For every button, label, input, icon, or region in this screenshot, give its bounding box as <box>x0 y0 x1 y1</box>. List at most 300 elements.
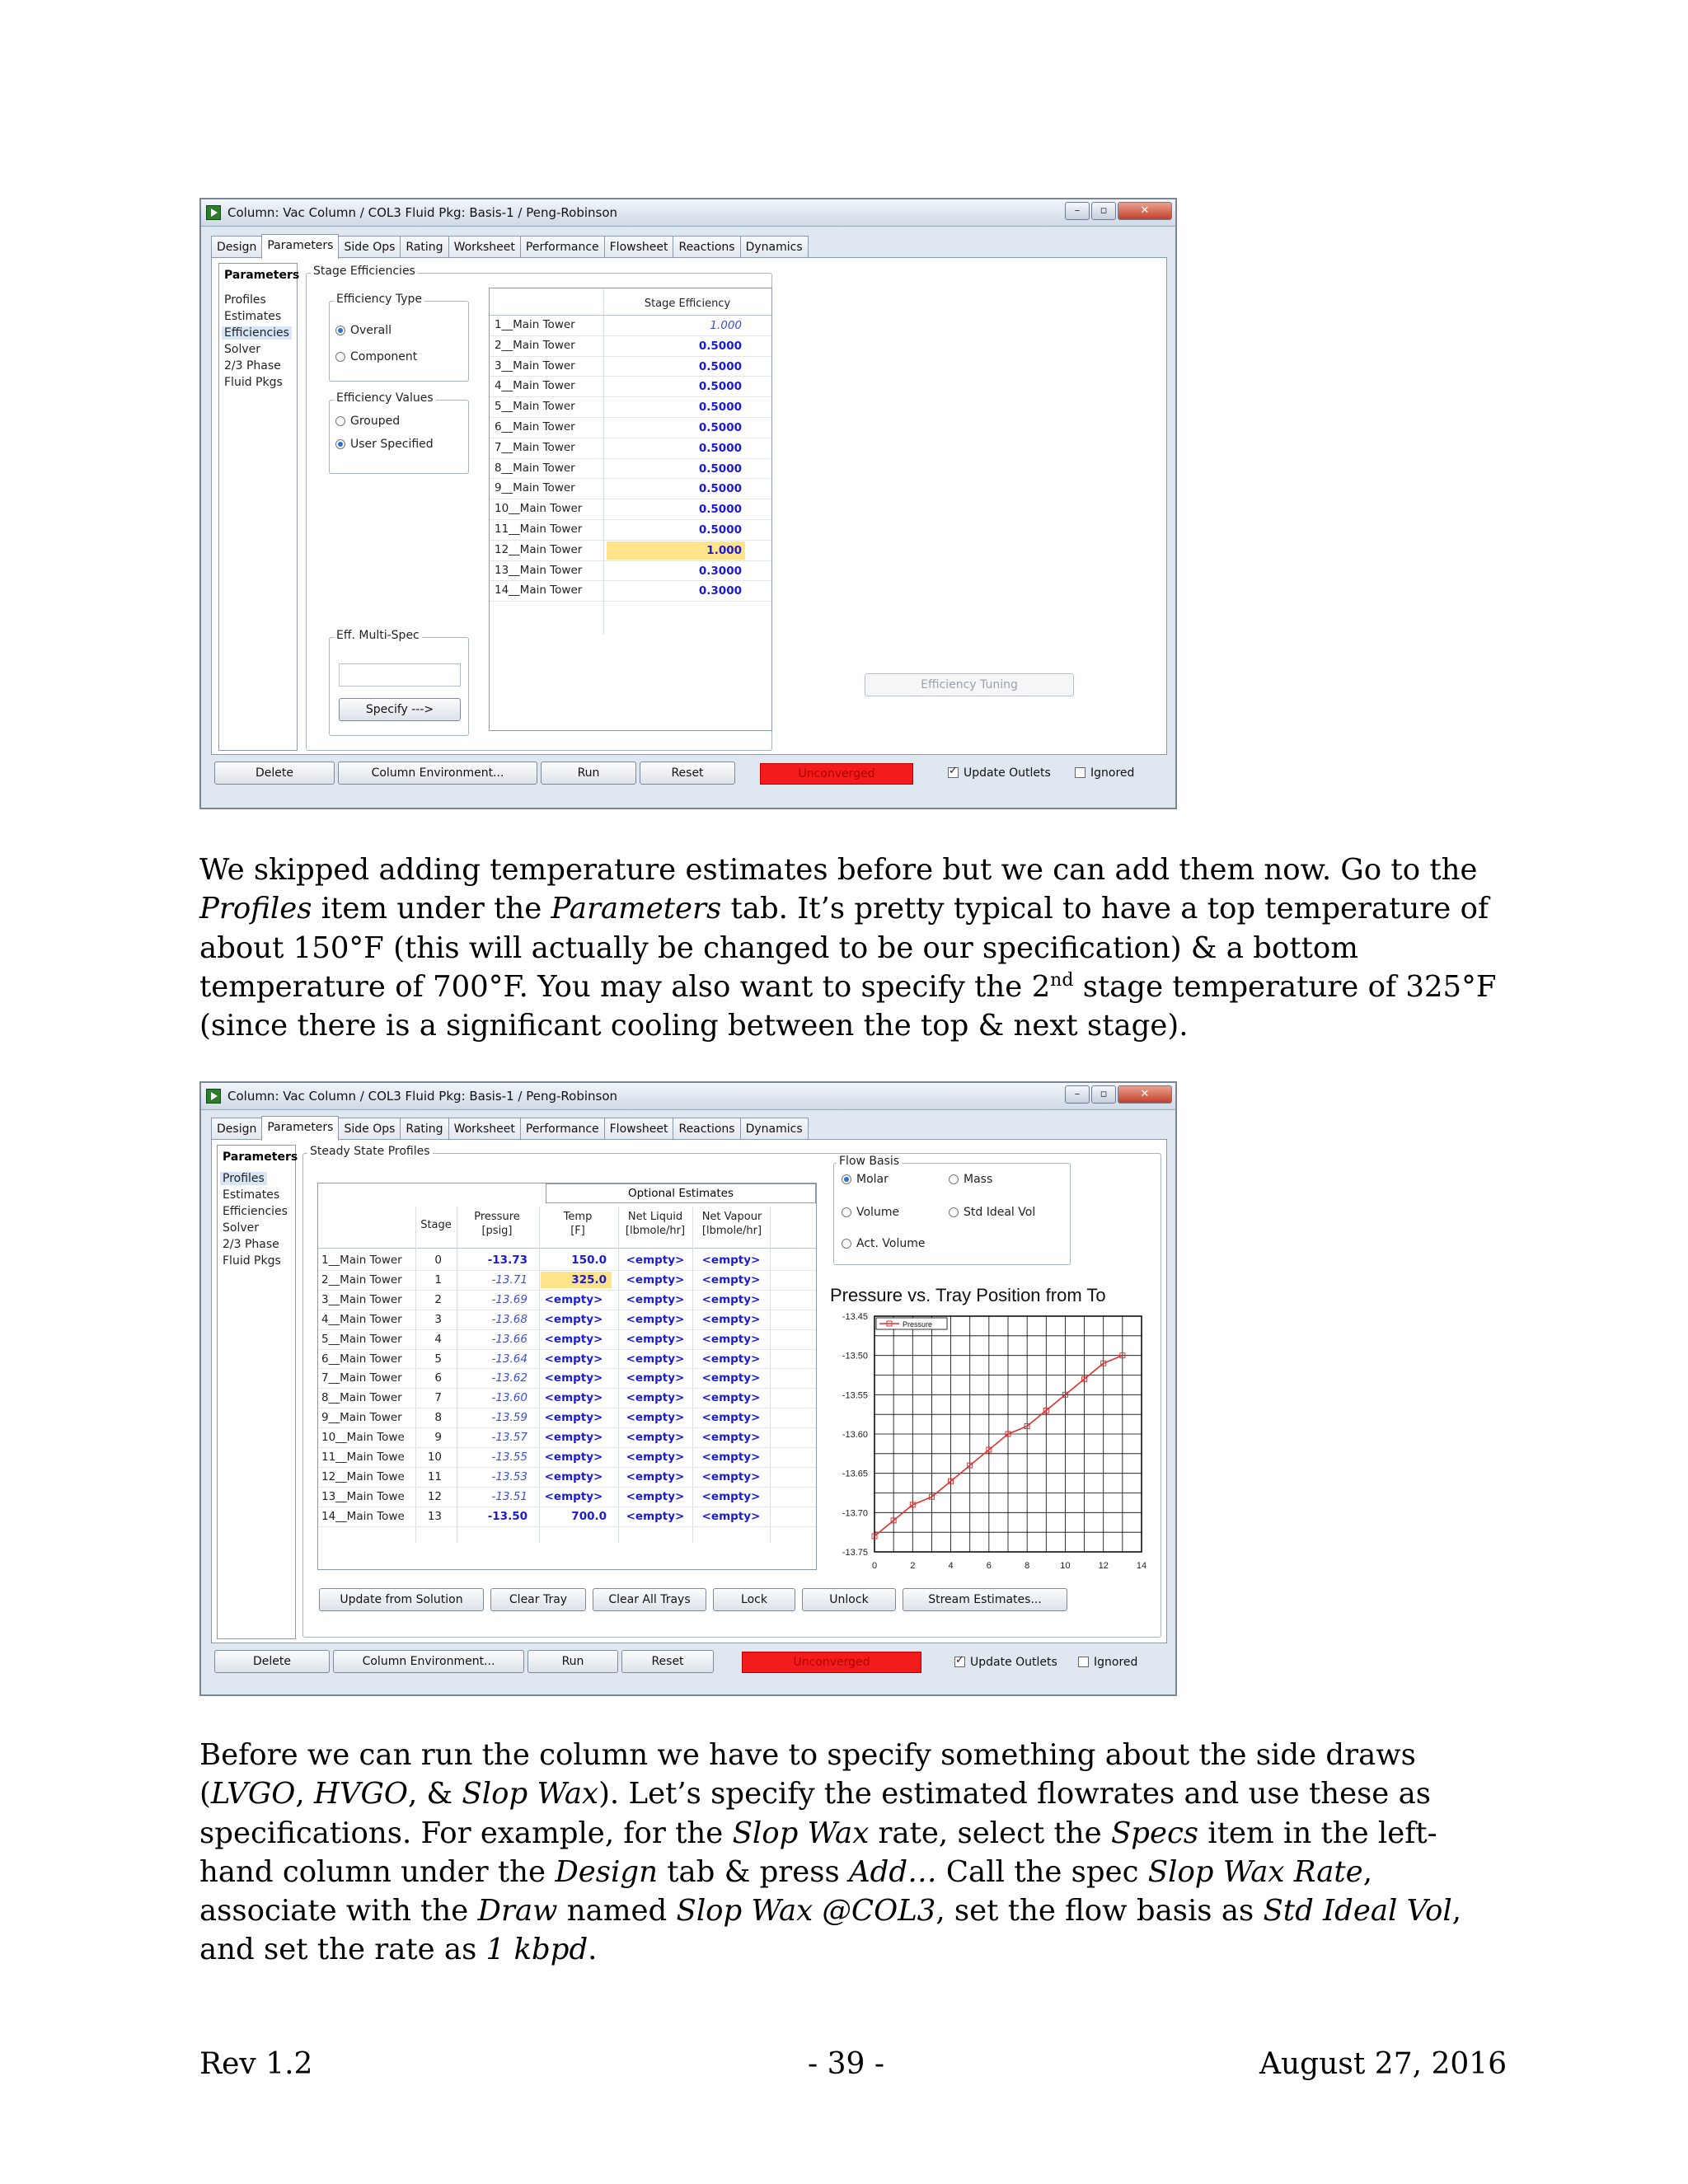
row-name-cell: 7__Main Tower <box>321 1371 402 1385</box>
app-icon <box>206 205 221 220</box>
pressure-cell[interactable]: -13.62 <box>491 1371 528 1385</box>
close-icon[interactable]: ✕ <box>1118 202 1172 220</box>
stage-efficiency-cell[interactable]: 0.5000 <box>698 339 742 353</box>
stage-efficiency-cell[interactable]: 0.5000 <box>698 359 742 373</box>
nav-item-efficiencies[interactable]: Efficiencies <box>223 1205 288 1218</box>
net-vapour-cell[interactable]: <empty> <box>701 1489 761 1503</box>
net-vapour-cell[interactable]: <empty> <box>701 1411 761 1425</box>
paragraph-side-draws <box>199 1736 1510 1970</box>
row-name-cell: 13__Main Towe <box>321 1489 405 1503</box>
temp-cell[interactable]: 325.0 <box>541 1272 612 1288</box>
temp-cell[interactable]: 700.0 <box>571 1509 607 1523</box>
stage-efficiency-cell[interactable]: 1.000 <box>710 319 742 332</box>
row-name-cell: 4__Main Tower <box>321 1312 402 1326</box>
radio-user-specified[interactable] <box>335 438 434 451</box>
stage-name: 12__Main Tower <box>495 542 583 556</box>
stage-cell: 8 <box>434 1411 442 1425</box>
net-liquid-cell[interactable]: <empty> <box>626 1352 685 1366</box>
text-run: Slop Wax <box>732 1816 870 1850</box>
net-vapour-cell[interactable]: <empty> <box>701 1312 761 1326</box>
row-name-cell: 9__Main Tower <box>321 1411 402 1425</box>
table-divider <box>318 1248 816 1249</box>
pressure-cell[interactable]: -13.66 <box>491 1332 528 1346</box>
minimize-icon[interactable]: – <box>1065 1085 1090 1104</box>
checkbox-label: Update Outlets <box>970 1656 1057 1669</box>
nav-item-profiles[interactable]: Profiles <box>224 293 266 307</box>
tab-performance[interactable]: Performance <box>520 1118 605 1140</box>
net-vapour-cell[interactable]: <empty> <box>701 1509 761 1523</box>
net-liquid-cell[interactable]: <empty> <box>626 1254 685 1267</box>
row-name-cell: 5__Main Tower <box>321 1332 402 1346</box>
maximize-icon[interactable]: ▫ <box>1091 1085 1116 1104</box>
parameters-nav <box>218 263 298 751</box>
legend-label: Pressure <box>903 1320 933 1329</box>
text-run: , associate with the <box>199 1854 1372 1929</box>
radio-dot <box>842 1207 851 1217</box>
radio-dot <box>335 416 345 426</box>
stage-efficiency-cell[interactable]: 0.5000 <box>698 503 742 517</box>
net-liquid-cell[interactable]: <empty> <box>626 1292 685 1306</box>
pressure-cell[interactable]: -13.59 <box>491 1411 528 1425</box>
row-divider <box>318 1467 816 1468</box>
stage-efficiency-cell[interactable]: 0.5000 <box>698 462 742 476</box>
stage-name: 6__Main Tower <box>495 420 575 434</box>
y-tick-label: -13.65 <box>842 1469 868 1479</box>
x-tick-label: 2 <box>910 1561 916 1571</box>
checkbox-label: Ignored <box>1094 1656 1138 1669</box>
stage-name: 4__Main Tower <box>495 379 575 393</box>
table-divider <box>603 288 604 635</box>
stage-cell: 9 <box>434 1431 442 1445</box>
table-divider <box>770 1207 771 1543</box>
row-name-cell: 10__Main Towe <box>321 1431 405 1445</box>
radio-molar[interactable] <box>842 1173 889 1186</box>
stage-name: 5__Main Tower <box>495 400 575 414</box>
maximize-icon[interactable]: ▫ <box>1091 202 1116 220</box>
text-run: item under the <box>312 892 551 926</box>
nav-item-2-3-phase[interactable]: 2/3 Phase <box>223 1238 279 1251</box>
pressure-cell[interactable]: -13.53 <box>491 1469 528 1483</box>
reset-button[interactable]: Reset <box>621 1650 714 1673</box>
row-divider <box>490 580 771 581</box>
multi-spec-group <box>329 637 469 736</box>
tab-design[interactable]: Design <box>211 1118 262 1140</box>
x-tick-label: 8 <box>1025 1561 1030 1571</box>
stage-cell: 12 <box>427 1489 442 1503</box>
row-divider <box>490 560 771 561</box>
y-tick-label: -13.50 <box>842 1351 868 1361</box>
footer-date: August 27, 2016 <box>1259 2047 1507 2081</box>
tab-dynamics[interactable]: Dynamics <box>740 236 809 258</box>
row-divider <box>318 1427 816 1428</box>
radio-dot <box>842 1239 851 1249</box>
stage-cell: 10 <box>427 1451 442 1464</box>
stage-efficiency-cell[interactable]: 0.5000 <box>698 441 742 455</box>
app-icon <box>206 1089 221 1104</box>
pressure-cell[interactable]: -13.69 <box>491 1292 528 1306</box>
checkbox-box <box>1078 1657 1089 1667</box>
text-run: We skipped adding temperature estimates before but we can add them now. Go to the <box>199 853 1478 887</box>
table-divider <box>692 1207 693 1543</box>
radio-overall[interactable] <box>335 324 392 337</box>
nav-item-fluid-pkgs[interactable]: Fluid Pkgs <box>224 376 283 389</box>
tab-worksheet[interactable]: Worksheet <box>448 1118 521 1140</box>
net-vapour-cell[interactable]: <empty> <box>701 1332 761 1346</box>
net-liquid-cell[interactable]: <empty> <box>626 1312 685 1326</box>
temp-cell[interactable]: <empty> <box>544 1312 603 1326</box>
minimize-icon[interactable]: – <box>1065 202 1090 220</box>
radio-label: Overall <box>350 324 392 337</box>
tab-strip <box>211 234 808 257</box>
stage-efficiency-cell[interactable]: 0.5000 <box>698 421 742 434</box>
tab-reactions[interactable]: Reactions <box>673 1118 740 1140</box>
temp-cell[interactable]: <empty> <box>544 1371 603 1385</box>
title-bar <box>201 1083 1175 1110</box>
pressure-cell[interactable]: -13.68 <box>491 1312 528 1326</box>
stage-cell: 0 <box>434 1254 442 1267</box>
efficiency-tuning-button[interactable]: Efficiency Tuning <box>865 673 1074 696</box>
nav-title: Parameters <box>224 269 300 282</box>
net-vapour-cell[interactable]: <empty> <box>701 1371 761 1385</box>
parameters-nav <box>217 1145 296 1639</box>
net-liquid-cell[interactable]: <empty> <box>626 1489 685 1503</box>
column-header-temp: Temp [F] <box>563 1211 593 1237</box>
stage-efficiency-cell[interactable]: 0.5000 <box>698 523 742 537</box>
parameters-panel <box>211 257 1167 755</box>
temp-cell[interactable]: 150.0 <box>571 1254 607 1267</box>
x-tick-label: 4 <box>948 1561 954 1571</box>
stage-efficiency-table <box>489 288 772 731</box>
text-run: nd <box>1050 970 1074 991</box>
run-button[interactable]: Run <box>528 1650 618 1673</box>
stage-efficiency-cell[interactable]: 1.000 <box>607 541 745 560</box>
title-bar <box>201 199 1175 227</box>
temp-cell[interactable]: <empty> <box>544 1469 603 1483</box>
tab-flowsheet[interactable]: Flowsheet <box>604 1118 674 1140</box>
row-name-cell: 8__Main Tower <box>321 1391 402 1405</box>
profiles-window <box>199 1081 1177 1696</box>
table-divider <box>539 1207 540 1543</box>
stage-cell: 4 <box>434 1332 442 1346</box>
text-run: . <box>588 1933 598 1967</box>
update-from-solution-button[interactable]: Update from Solution <box>319 1588 484 1611</box>
column-header-stage: Stage <box>420 1219 452 1231</box>
tab-reactions[interactable]: Reactions <box>673 236 740 258</box>
net-vapour-cell[interactable]: <empty> <box>701 1272 761 1286</box>
row-divider <box>490 519 771 520</box>
radio-dot <box>842 1174 851 1184</box>
text-run: tab & press <box>657 1854 850 1889</box>
net-liquid-cell[interactable]: <empty> <box>626 1431 685 1445</box>
stage-name: 1__Main Tower <box>495 318 575 331</box>
row-divider <box>318 1368 816 1369</box>
net-liquid-cell[interactable]: <empty> <box>626 1509 685 1523</box>
radio-label: Volume <box>856 1206 900 1219</box>
efficiency-type-group <box>329 301 469 382</box>
radio-label: Grouped <box>350 415 401 428</box>
profiles-table <box>317 1183 817 1570</box>
pressure-cell[interactable]: -13.57 <box>491 1431 528 1445</box>
radio-label: Mass <box>964 1173 993 1186</box>
delete-button[interactable]: Delete <box>214 1650 330 1673</box>
text-run: Slop Wax <box>462 1777 599 1811</box>
stage-name: 10__Main Tower <box>495 502 583 516</box>
column-environment-button[interactable]: Column Environment... <box>333 1650 524 1673</box>
multi-spec-input[interactable] <box>339 663 461 687</box>
status-bar: Unconverged <box>742 1652 921 1673</box>
temp-cell[interactable]: <empty> <box>544 1411 603 1425</box>
nav-item-solver[interactable]: Solver <box>223 1221 259 1235</box>
stage-cell: 5 <box>434 1352 442 1366</box>
temp-cell[interactable]: <empty> <box>544 1391 603 1405</box>
close-icon[interactable]: ✕ <box>1118 1085 1172 1104</box>
radio-dot <box>335 326 345 335</box>
row-divider <box>318 1290 816 1291</box>
column-environment-button[interactable]: Column Environment... <box>338 762 537 785</box>
run-button[interactable]: Run <box>541 762 636 785</box>
y-tick-label: -13.70 <box>842 1508 868 1519</box>
row-divider <box>490 376 771 377</box>
tab-side-ops[interactable]: Side Ops <box>338 1118 401 1140</box>
text-run: Design <box>555 1854 658 1889</box>
radio-dot <box>335 439 345 449</box>
net-liquid-cell[interactable]: <empty> <box>626 1411 685 1425</box>
row-divider <box>490 417 771 418</box>
row-divider <box>318 1270 816 1271</box>
stage-name: 2__Main Tower <box>495 338 575 352</box>
stream-estimates-button[interactable]: Stream Estimates... <box>903 1588 1067 1611</box>
net-liquid-cell[interactable]: <empty> <box>626 1391 685 1405</box>
stage-cell: 7 <box>434 1391 442 1405</box>
row-divider <box>490 478 771 479</box>
checkbox-box <box>954 1657 965 1667</box>
text-run: Draw <box>477 1894 558 1929</box>
radio-act-volume[interactable] <box>842 1237 926 1250</box>
row-divider <box>490 540 771 541</box>
stage-cell: 13 <box>427 1509 442 1523</box>
text-run: 1 kbpd <box>485 1933 588 1967</box>
tab-side-ops[interactable]: Side Ops <box>338 236 401 258</box>
stage-name: 3__Main Tower <box>495 359 575 373</box>
stage-name: 11__Main Tower <box>495 523 583 536</box>
row-divider <box>490 356 771 357</box>
column-header-net-vapour: Net Vapour [lbmole/hr] <box>701 1211 762 1237</box>
x-tick-label: 12 <box>1098 1561 1109 1571</box>
temp-cell[interactable]: <empty> <box>544 1352 603 1366</box>
text-run: Before we can run the column we have to specify something about the side draws ( <box>199 1738 1416 1811</box>
stage-efficiency-cell[interactable]: 0.5000 <box>698 401 742 415</box>
tab-strip <box>211 1116 808 1139</box>
chart-title: Pressure vs. Tray Position from To <box>830 1285 1106 1305</box>
text-run: , & <box>407 1777 462 1811</box>
temp-cell[interactable]: <empty> <box>544 1489 603 1503</box>
flow-basis-label: Flow Basis <box>837 1155 902 1168</box>
radio-grouped[interactable] <box>335 415 400 428</box>
y-tick-label: -13.55 <box>842 1390 868 1401</box>
row-divider <box>318 1329 816 1330</box>
text-run: , <box>295 1777 314 1811</box>
tab-flowsheet[interactable]: Flowsheet <box>604 236 674 258</box>
stage-cell: 6 <box>434 1371 442 1385</box>
row-divider <box>318 1487 816 1488</box>
window-title: Column: Vac Column / COL3 Fluid Pkg: Basis-1 / Peng-Robinson <box>227 205 618 220</box>
temp-cell[interactable]: <empty> <box>544 1292 603 1306</box>
row-name-cell: 11__Main Towe <box>321 1451 405 1464</box>
temp-cell[interactable]: <empty> <box>544 1431 603 1445</box>
status-bar: Unconverged <box>760 763 913 785</box>
stage-cell: 2 <box>434 1292 442 1306</box>
nav-title: Parameters <box>223 1151 298 1164</box>
window-title: Column: Vac Column / COL3 Fluid Pkg: Basis-1 / Peng-Robinson <box>227 1089 618 1104</box>
nav-item-2-3-phase[interactable]: 2/3 Phase <box>224 359 281 373</box>
stage-efficiency-cell[interactable]: 0.5000 <box>698 482 742 496</box>
clear-tray-button[interactable]: Clear Tray <box>490 1588 586 1611</box>
stage-name: 9__Main Tower <box>495 481 575 495</box>
efficiency-type-label: Efficiency Type <box>334 293 424 306</box>
text-run: Add… <box>849 1854 937 1889</box>
text-run: Slop Wax @COL3 <box>676 1894 936 1929</box>
multi-spec-label: Eff. Multi-Spec <box>334 629 422 642</box>
nav-item-fluid-pkgs[interactable]: Fluid Pkgs <box>223 1254 281 1268</box>
temp-cell[interactable]: <empty> <box>544 1332 603 1346</box>
parameters-panel <box>211 1139 1167 1643</box>
tab-rating[interactable]: Rating <box>400 236 448 258</box>
stage-name: 13__Main Tower <box>495 563 583 577</box>
specify-button[interactable]: Specify ---> <box>339 698 461 721</box>
stage-cell: 11 <box>427 1469 442 1483</box>
net-vapour-cell[interactable]: <empty> <box>701 1352 761 1366</box>
column-header-stage-efficiency: Stage Efficiency <box>644 298 731 310</box>
radio-std-ideal-vol[interactable] <box>949 1206 1035 1219</box>
text-run: Call the spec <box>936 1854 1148 1889</box>
ignored-checkbox[interactable] <box>1075 766 1134 780</box>
radio-label: Component <box>350 350 418 363</box>
text-run: Std Ideal Vol <box>1263 1894 1452 1929</box>
text-run: LVGO <box>210 1777 296 1811</box>
radio-component[interactable] <box>335 350 417 363</box>
row-divider <box>490 335 771 336</box>
net-vapour-cell[interactable]: <empty> <box>701 1469 761 1483</box>
pressure-cell[interactable]: -13.50 <box>487 1509 528 1523</box>
nav-item-efficiencies[interactable]: Efficiencies <box>222 326 292 340</box>
net-vapour-cell[interactable]: <empty> <box>701 1391 761 1405</box>
tab-parameters[interactable]: Parameters <box>261 1116 339 1141</box>
row-name-cell: 14__Main Towe <box>321 1509 405 1523</box>
tab-parameters[interactable]: Parameters <box>261 234 339 259</box>
nav-item-solver[interactable]: Solver <box>224 343 260 356</box>
stage-efficiency-cell[interactable]: 0.5000 <box>698 380 742 394</box>
stage-cell: 3 <box>434 1312 442 1326</box>
nav-item-estimates[interactable]: Estimates <box>223 1188 280 1202</box>
radio-dot <box>335 352 345 362</box>
pressure-cell[interactable]: -13.71 <box>491 1272 528 1286</box>
pressure-cell[interactable]: -13.51 <box>491 1489 528 1503</box>
row-divider <box>318 1349 816 1350</box>
pressure-cell[interactable]: -13.64 <box>491 1352 528 1366</box>
net-liquid-cell[interactable]: <empty> <box>626 1469 685 1483</box>
text-run: item in the left-hand column under the <box>199 1816 1437 1889</box>
row-name-cell: 2__Main Tower <box>321 1272 402 1286</box>
delete-button[interactable]: Delete <box>214 762 335 785</box>
nav-item-estimates[interactable]: Estimates <box>224 310 282 323</box>
net-vapour-cell[interactable]: <empty> <box>701 1292 761 1306</box>
efficiency-values-label: Efficiency Values <box>334 391 436 405</box>
tab-worksheet[interactable]: Worksheet <box>448 236 521 258</box>
update-outlets-checkbox[interactable] <box>948 766 1051 780</box>
radio-dot <box>949 1174 959 1184</box>
pressure-cell[interactable]: -13.60 <box>491 1391 528 1405</box>
net-vapour-cell[interactable]: <empty> <box>701 1451 761 1464</box>
pressure-cell[interactable]: -13.55 <box>491 1451 528 1464</box>
ignored-checkbox[interactable] <box>1078 1656 1137 1669</box>
row-name-cell: 12__Main Towe <box>321 1469 405 1483</box>
checkbox-label: Ignored <box>1090 766 1135 780</box>
lock-button[interactable]: Lock <box>713 1588 795 1611</box>
row-divider <box>318 1388 816 1389</box>
y-tick-label: -13.75 <box>842 1548 868 1558</box>
tab-dynamics[interactable]: Dynamics <box>740 1118 809 1140</box>
pressure-cell[interactable]: -13.73 <box>487 1254 528 1267</box>
stage-efficiency-cell[interactable]: 0.3000 <box>698 564 742 578</box>
checkbox-label: Update Outlets <box>964 766 1051 780</box>
nav-item-profiles[interactable]: Profiles <box>220 1172 267 1185</box>
reset-button[interactable]: Reset <box>640 762 735 785</box>
x-tick-label: 0 <box>871 1561 878 1571</box>
radio-label: Act. Volume <box>856 1237 926 1250</box>
tab-design[interactable]: Design <box>211 236 262 258</box>
update-outlets-checkbox[interactable] <box>954 1656 1057 1669</box>
tab-performance[interactable]: Performance <box>520 236 605 258</box>
pressure-chart <box>827 1283 1156 1588</box>
efficiencies-window <box>199 198 1177 809</box>
tab-rating[interactable]: Rating <box>400 1118 448 1140</box>
clear-all-trays-button[interactable]: Clear All Trays <box>593 1588 706 1611</box>
radio-label: User Specified <box>350 438 434 451</box>
net-liquid-cell[interactable]: <empty> <box>626 1272 685 1286</box>
stage-cell: 1 <box>434 1272 442 1286</box>
paragraph-temperature-estimates <box>199 851 1510 1045</box>
radio-volume[interactable] <box>842 1206 899 1219</box>
y-tick-label: -13.60 <box>842 1430 868 1440</box>
text-run: Specs <box>1110 1816 1199 1850</box>
temp-cell[interactable]: <empty> <box>544 1451 603 1464</box>
efficiency-values-group <box>329 400 469 474</box>
column-header-net-liquid: Net Liquid [lbmole/hr] <box>625 1211 686 1237</box>
text-run: named <box>557 1894 677 1929</box>
text-run: Parameters <box>551 892 722 926</box>
stage-name: 7__Main Tower <box>495 440 575 454</box>
row-divider <box>490 396 771 397</box>
text-run: Profiles <box>199 892 312 926</box>
stage-name: 14__Main Tower <box>495 583 583 598</box>
text-run: tab. It’s pretty typical to have a top temperature of about 150°F (this will actually be changed to be our specification) & a bottom temperature of 700°F. You may also want to specify the 2 <box>199 892 1489 1004</box>
net-liquid-cell[interactable]: <empty> <box>626 1451 685 1464</box>
steady-state-profiles-label: Steady State Profiles <box>307 1145 433 1158</box>
row-divider <box>490 458 771 459</box>
stage-name: 8__Main Tower <box>495 461 575 475</box>
net-liquid-cell[interactable]: <empty> <box>626 1332 685 1346</box>
net-liquid-cell[interactable]: <empty> <box>626 1371 685 1385</box>
radio-dot <box>949 1207 959 1217</box>
radio-mass[interactable] <box>949 1173 992 1186</box>
unlock-button[interactable]: Unlock <box>802 1588 896 1611</box>
net-vapour-cell[interactable]: <empty> <box>701 1254 761 1267</box>
text-run: HVGO <box>313 1777 408 1811</box>
radio-label: Molar <box>856 1173 889 1186</box>
net-vapour-cell[interactable]: <empty> <box>701 1431 761 1445</box>
checkbox-box <box>948 767 959 778</box>
stage-efficiency-cell[interactable]: 0.3000 <box>698 584 742 598</box>
